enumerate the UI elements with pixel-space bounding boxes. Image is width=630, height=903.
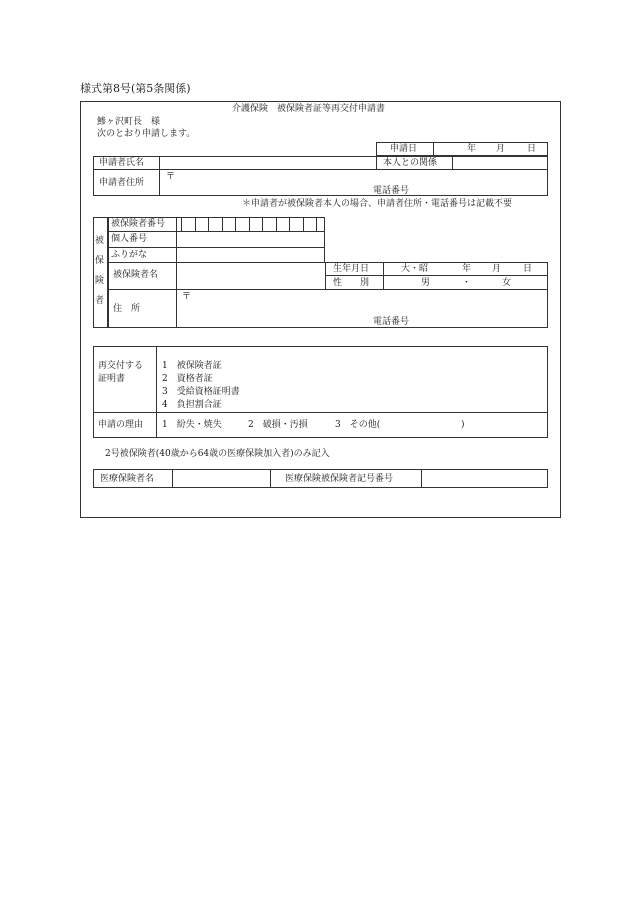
relation-field[interactable]: [454, 157, 546, 168]
reason-option-3[interactable]: 3 その他(: [335, 420, 381, 430]
medical-insurer-field[interactable]: [173, 470, 269, 487]
birth-date-label: 生年月日: [333, 264, 370, 274]
insured-side-char-1: 被: [95, 236, 105, 246]
second-insured-note: 2号被保険者(40歳から64歳の医療保険加入者)のみ記入: [105, 449, 330, 459]
applicant-address-field[interactable]: [161, 171, 546, 194]
form-title: 介護保険 被保険者証等再交付申請書: [232, 104, 386, 114]
applicant-address-label: 申請者住所: [99, 178, 145, 188]
application-date-label: 申請日: [390, 144, 418, 154]
sex-separator: ・: [462, 278, 472, 288]
reissue-label-line1: 再交付する: [98, 361, 144, 371]
addressee: 鯵ヶ沢町長 様: [97, 117, 161, 127]
reissue-item-4[interactable]: 4 負担割合証: [162, 400, 222, 410]
birth-month: 月: [492, 264, 502, 274]
insured-name-field[interactable]: [177, 263, 324, 288]
reason-other-field[interactable]: [395, 416, 457, 432]
sex-label: 性 別: [333, 278, 370, 288]
form-number: 様式第8号(第5条関係): [80, 82, 191, 95]
personal-number-field[interactable]: [177, 232, 324, 246]
applicant-note: ＊申請者が被保険者本人の場合、申請者住所・電話番号は記載不要: [242, 199, 513, 209]
birth-year: 年: [462, 264, 472, 274]
insured-postal-mark: 〒: [182, 292, 192, 302]
insured-side-char-2: 保: [95, 256, 105, 266]
sex-male[interactable]: 男: [421, 278, 431, 288]
insured-name-label: 被保険者名: [113, 270, 159, 280]
birth-day: 日: [523, 264, 533, 274]
reissue-item-2[interactable]: 2 資格者証: [162, 374, 213, 384]
medical-insurer-label: 医療保険者名: [100, 474, 155, 484]
era-options[interactable]: 大・昭: [401, 264, 429, 274]
relation-label: 本人との関係: [383, 158, 438, 168]
insured-address-label: 住 所: [113, 304, 141, 314]
reissue-label-line2: 証明書: [98, 374, 126, 384]
insured-address-field[interactable]: [177, 290, 547, 327]
insured-side-char-4: 者: [95, 296, 105, 306]
furigana-field[interactable]: [177, 248, 324, 262]
application-date-year: 年: [467, 144, 477, 154]
reason-close-paren: ): [461, 420, 465, 430]
application-date-day: 日: [527, 144, 537, 154]
applicant-postal-mark: 〒: [166, 172, 176, 182]
insured-phone-label: 電話番号: [373, 317, 410, 327]
sex-female[interactable]: 女: [502, 278, 512, 288]
insured-side-char-3: 険: [95, 276, 105, 286]
application-date-month: 月: [496, 144, 506, 154]
applicant-name-field[interactable]: [161, 157, 374, 168]
applicant-name-label: 申請者氏名: [99, 158, 145, 168]
reason-option-2[interactable]: 2 破損・汚損: [248, 420, 308, 430]
medical-number-label: 医療保険被保険者記号番号: [285, 474, 394, 484]
insured-number-field[interactable]: [177, 218, 324, 230]
intro-text: 次のとおり申請します。: [97, 129, 196, 139]
applicant-phone-label: 電話番号: [373, 186, 410, 196]
insured-number-label: 被保険者番号: [111, 219, 166, 229]
insured-side-column: [93, 217, 108, 328]
personal-number-label: 個人番号: [111, 234, 148, 244]
reissue-item-1[interactable]: 1 被保険者証: [162, 361, 222, 371]
medical-number-field[interactable]: [422, 470, 547, 487]
furigana-label: ふりがな: [111, 250, 148, 260]
reason-option-1[interactable]: 1 紛失・焼失: [162, 420, 222, 430]
reissue-item-3[interactable]: 3 受給資格証明書: [162, 387, 240, 397]
reason-label: 申請の理由: [98, 420, 144, 430]
